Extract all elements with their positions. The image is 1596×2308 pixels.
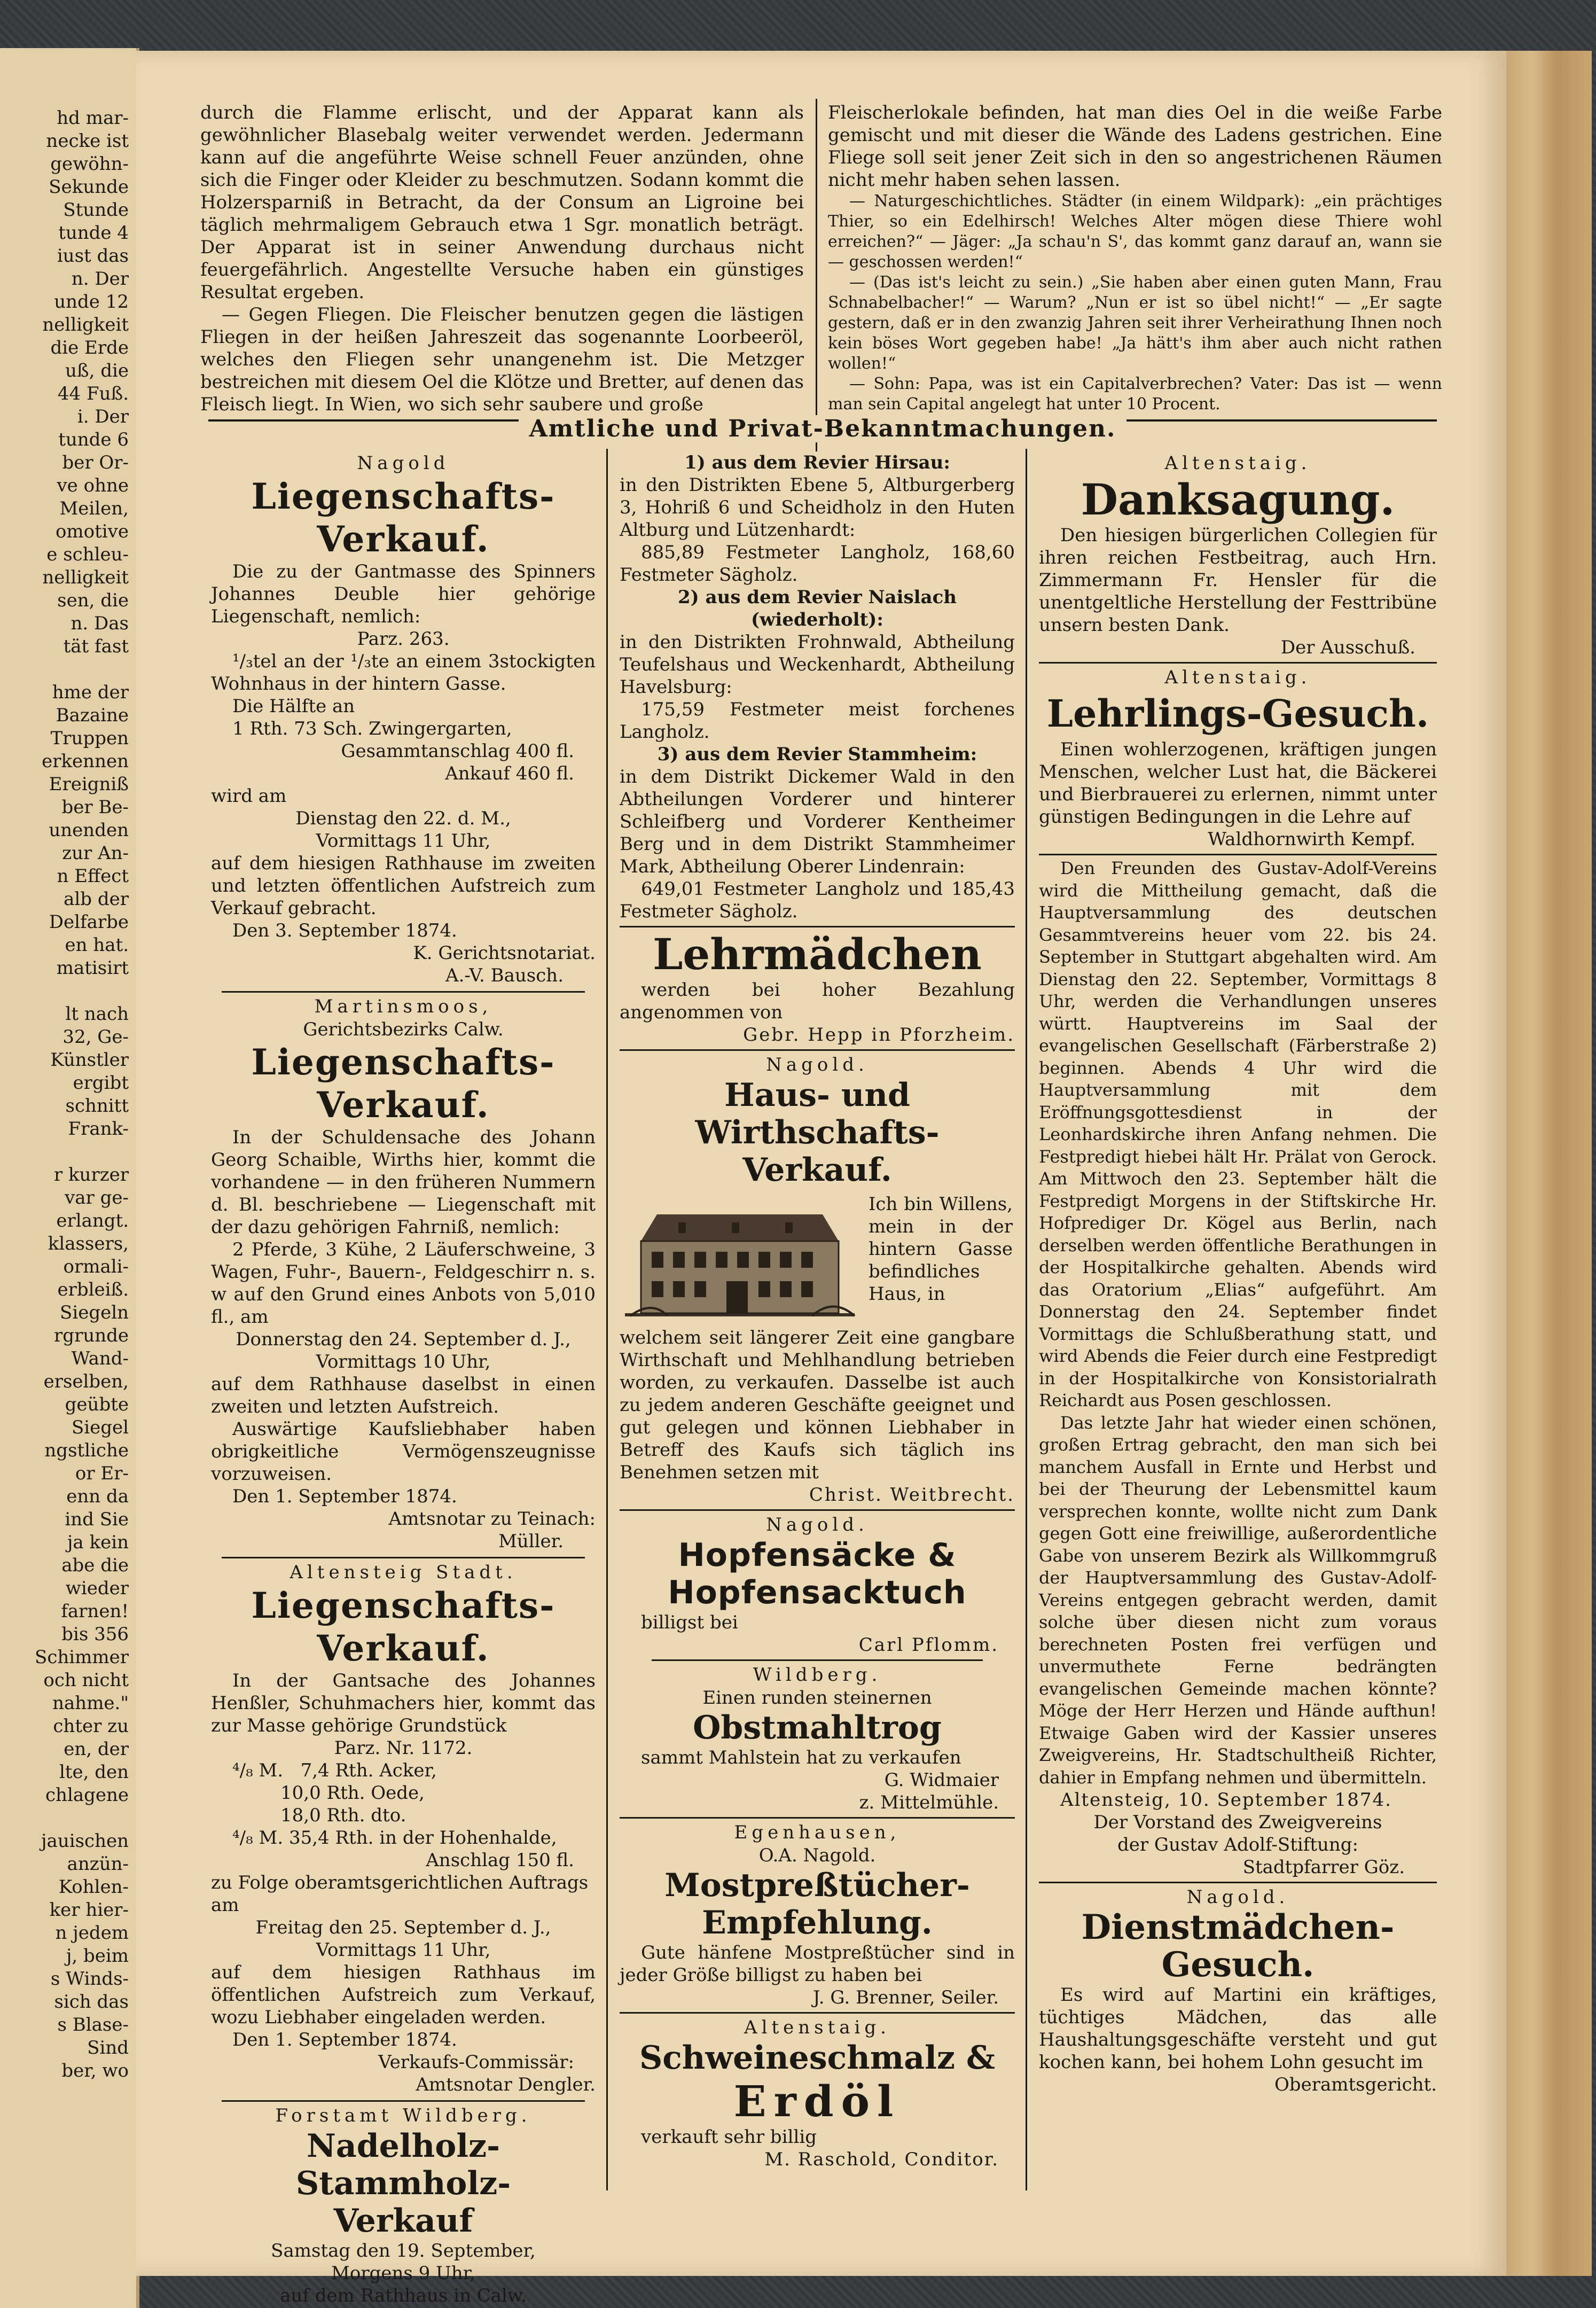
left-page-fragment: ngstliche [44,1440,129,1461]
left-page-fragment: n jedem [55,1922,129,1944]
left-page-fragment: bis 356 [61,1624,129,1645]
left-page-fragment: ber, wo [61,2060,129,2081]
left-page-fragment: wieder [65,1578,129,1599]
left-page-fragment: erlangt. [56,1210,129,1231]
left-page-fragment: ormali- [63,1256,129,1277]
left-page-fragment [35,1807,132,1830]
left-page-fragment: alb der [64,888,129,910]
notice-dated: Den 1. September 1874. [232,1486,457,1507]
left-page-fragment: tunde 6 [58,429,129,450]
left-page-fragment: och nicht [43,1670,129,1691]
left-page-fragment: ber Or- [62,452,129,473]
left-page-fragment: Frank- [68,1118,129,1140]
notice-date: Freitag den 25. September d. J., [255,1917,551,1938]
notice-body: Es wird auf Martini ein kräftiges, tüchtiges Mädchen, das alle Haushaltungsgeschäfte versteht und gut kochen kann, bei hohem Lohn gesucht im [1039,1984,1437,2073]
left-page-fragment: 32, Ge- [62,1026,129,1048]
notice-signature: Verkaufs-Commissär: [378,2052,574,2073]
left-page-fragment [35,658,132,681]
notice-time: Vormittags 11 Uhr, [316,830,491,852]
notice-place: Altensteig Stadt. [290,1562,517,1583]
left-page-fragment: tät fast [63,636,129,657]
divider [620,2009,1015,2014]
left-page-fragment: klassers, [48,1233,129,1254]
left-page-fragment: 44 Fuß. [57,383,129,404]
left-page-fragment: erbleiß. [57,1279,129,1300]
notice-signature: Gebr. Hepp in Pforzheim. [743,1024,1015,1046]
left-page-fragment: var ge- [65,1187,129,1208]
notice-body: Die zu der Gantmasse des Spinners Johannes Deuble hier gehörige Liegenschaft, nemlich: [211,561,596,627]
divider [620,923,1015,927]
notice-text: wird am [211,785,287,807]
left-page-fragment: chter zu [53,1716,129,1737]
notice-title: Haus- und Wirthschafts- [695,1077,940,1151]
notice-value: Gesammtanschlag 400 fl. [341,740,574,762]
notice-signature: Der Ausschuß. [1280,637,1415,658]
top-left-text: durch die Flamme erlischt, und der Apparat kann als gewöhnlicher Blasebalg weiter verwendet werden. Jedermann kann auf die angeführte Weise schnell Feuer anzünden, ohne sich die Finger oder Kleider zu beschmutzen. Sodann kommt die Holzersparniß in Betracht, da der Consum an Ligroine bei täglich mehrmaligem Gebrauch etwa 1 Sgr. monatlich beträgt. Der Apparat ist in seiner Anwendung durchaus nicht feuergefährlich. Angestellte Versuche haben ein günstiges Resultat ergeben. [200,102,804,303]
left-page-fragment: Künstler [50,1049,129,1071]
left-page-fragment: abe die [61,1555,129,1576]
divider [222,987,585,993]
notice-body: billigst bei [641,1612,738,1633]
column-2 [620,451,1015,2171]
left-page-fragment: Wand- [71,1348,129,1369]
left-page-fragment: sich das [54,1991,129,2013]
notice-place: Altenstaig. [744,2017,890,2038]
left-page-fragment: chlagene [45,1784,129,1806]
top-left-column [200,102,804,416]
left-page-fragment: Sind [87,2037,129,2059]
left-page-fragment: necke ist [46,130,129,152]
notice-signature: Oberamtsgericht. [1274,2074,1437,2095]
parcel-number: Parz. 263. [357,628,450,650]
notice-time: Morgens 9 Uhr, [331,2263,475,2284]
left-page-fragment: unenden [49,820,129,841]
parcel-row: ⁴/₈ M. 7,4 Rth. Acker, [232,1760,437,1781]
notice-body: auf dem hiesigen Rathhaus im öffentlichen Aufstreich zum Verkauf, wozu Liebhaber eingeladen werden. [211,1962,596,2028]
left-page-fragment: e schleu- [46,544,129,565]
left-page-fragment: i. Der [77,406,129,427]
left-page-fragment: tunde 4 [58,222,129,244]
column-divider-1 [606,449,608,2190]
house-notice-row [620,1193,1015,1327]
left-page-fragment: erselben, [43,1371,129,1392]
top-right-anecdote-2: — (Das ist's leicht zu sein.) „Sie haben aber einen guten Mann, Frau Schnabelbacher!“ — Warum? „Nun er ist so übel nicht!“ — „Er sagte gestern, daß er in den zwanzig Jahren seit ihrer Verheirathung Ihnen noch kein böses Wort gegeben habe! „Ja hätt's ihm aber auch nicht rathen wollen!“ [828,273,1442,373]
notice-place: Nagold. [766,1054,869,1075]
notice-signature: K. Gerichtsnotariat. [413,942,596,964]
column-1 [211,451,596,2307]
left-page-fragment: nelligkeit [42,567,129,588]
timber-text: in den Distrikten Ebene 5, Altburgerberg 3, Hohriß 6 und Scheidholz in den Huten Altburg und Lützenhardt: [620,474,1015,541]
left-page-fragment: ker hier- [49,1899,129,1921]
top-right-column [828,102,1442,415]
notice-title: Lehrlings-Gesuch. [1046,691,1429,736]
notice-signature: M. Raschold, Conditor. [764,2149,999,2170]
notice-body: In der Gantsache des Johannes Henßler, Schuhmachers hier, kommt das zur Masse gehörige Grundstück [211,1670,596,1736]
left-page-fragment: geübte [65,1394,129,1415]
notice-body: Den hiesigen bürgerlichen Collegien für ihren reichen Festbeitrag, auch Hrn. Zimmermann Fr. Hensler für die unentgeltliche Herstellung der Festtribüne unsern besten Dank. [1039,525,1437,636]
notice-body: Das letzte Jahr hat wieder einen schönen, großen Ertrag gebracht, den man sich bei manchem Ausfall in Ernte und Herbst und bei der Theurung der Lebensmittel kaum versprechen konnte, wollte nicht zum Dank gegen Gott eine freiwillige, außerordentliche Gabe von unserem Bezirk als Willkommgruß der Hauptversammlung des Gustav-Adolf-Vereins entgegen gebracht werden, damit solche über diesen nicht zum voraus berechneten Posten frei verfügen und unvermuthete Ferne bedrängten evangelischen Gemeinde machen könnte? Möge der Herr Herzen und Hände aufthun! Etwaige Gaben wird der Kassier unseres Zweigvereins, Hr. Stadtschultheiß Richter, dahier in Empfang nehmen und übermitteln. [1039,1412,1437,1788]
notice-date: Donnerstag den 24. September d. J., [236,1329,571,1350]
left-page-fragment: gewöhn- [50,153,129,175]
left-page-fragment: ja kein [67,1532,129,1553]
timber-heading: 2) aus dem Revier Naislach (wiederholt): [677,587,957,630]
notice-title: Liegenschafts-Verkauf. [251,475,556,560]
left-page-fragment: or Er- [75,1463,129,1484]
divider [1039,1878,1437,1883]
timber-heading: 3) aus dem Revier Stammheim: [657,744,977,765]
left-page-fragment: enn da [66,1486,129,1507]
parcel-row: 10,0 Rth. Oede, [280,1782,425,1804]
left-page-fragment: unde 12 [54,291,129,313]
notice-title: Lehrmädchen [653,929,982,979]
notice-dated: Den 1. September 1874. [232,2029,457,2050]
notice-title: Mostpreßtücher- [664,1867,970,1904]
notice-place: Wildberg. [753,1664,882,1686]
notice-subplace: O.A. Nagold. [758,1845,876,1866]
left-page-fragment: hd mar- [57,107,129,129]
left-page-fragment: ergibt [73,1072,129,1094]
top-right-anecdote-1: — Naturgeschichtliches. Städter (in einem Wildpark): „ein prächtiges Thier, so ein Edelhirsch! Welches Alter mögen diese Thiere wohl erreichen?“ — Jäger: „Ja schau'n S', das kommt ganz darauf an, wann sie — geschossen werden!“ [828,192,1442,271]
left-page-fragment: erkennen [42,751,129,772]
notice-time: Vormittags 10 Uhr, [316,1351,491,1373]
column-divider-2 [1026,449,1027,2190]
notice-item: Die Hälfte an [232,696,355,717]
notice-place: Altenstaig. [1164,453,1311,474]
left-page-fragment: anzün- [67,1853,129,1875]
left-page-fragment [35,1141,132,1164]
left-page-fragment: omotive [55,521,129,542]
left-page-fragment: Delfarbe [49,911,129,933]
notice-signature: Stadtpfarrer Göz. [1242,1857,1405,1878]
left-page-fragment: Sekunde [49,176,129,198]
notice-dated: Den 3. September 1874. [232,920,457,941]
notice-title: Verkauf [333,2202,473,2240]
left-page-fragment: j, beim [66,1945,129,1967]
notice-place: Nagold [357,453,450,474]
notice-place: Egenhausen, [734,1822,901,1843]
notice-signature: Waldhornwirth Kempf. [1208,829,1415,850]
notice-signature: z. Mittelmühle. [859,1792,999,1813]
left-page-fragment: en hat. [65,934,129,956]
left-page-fragment: Truppen [50,728,129,749]
notice-body: auf dem Rathhaus in Calw. [280,2285,527,2306]
notice-body: auf dem Rathhause daselbst in einen zweiten und letzten Aufstreich. [211,1374,596,1417]
notice-title: Liegenschafts-Verkauf. [251,1041,556,1126]
notice-place: Martinsmoos, [314,996,492,1017]
notice-item: ¹/₃tel an der ¹/₃te an einem 3stockigten Wohnhaus in der hintern Gasse. [211,651,596,695]
left-page-fragment: uß, die [65,360,129,381]
left-page-fragment: s Blase- [57,2014,129,2036]
left-page-fragment: ber Be- [61,797,129,818]
notice-title: Liegenschafts-Verkauf. [251,1585,556,1669]
notice-place: Altenstaig. [1164,667,1311,688]
divider [620,1506,1015,1511]
divider [1039,659,1437,664]
left-page-fragment: hme der [52,682,129,703]
notice-place: Forstamt Wildberg. [275,2105,531,2126]
parcel-row: ⁴/₈ M. 35,4 Rth. in der Hohenhalde, [232,1827,557,1849]
left-page-fragment: schnitt [65,1095,129,1117]
notice-title: Erdöl [733,2076,901,2126]
left-facing-page [0,48,139,2308]
notice-body: Ich bin Willens, mein in der hintern Gasse befindliches Haus, in [869,1194,1013,1305]
left-page-fragment: die Erde [50,337,129,358]
section-title [208,414,1437,444]
left-page-fragment: rgrunde [54,1325,129,1346]
notice-place: Nagold. [766,1514,869,1535]
left-page-fragment: sen, die [57,590,129,611]
notice-signature: G. Widmaier [884,1769,999,1791]
notice-body: Gute hänfene Mostpreßtücher sind in jeder Größe billigst zu haben bei [620,1942,1015,1986]
column-3 [1039,451,1437,2096]
timber-heading: 1) aus dem Revier Hirsau: [684,452,950,473]
left-page-fragment: lt nach [65,1003,129,1025]
notice-signature: der Gustav Adolf-Stiftung: [1117,1834,1358,1855]
left-page-fragment: iust das [57,245,129,267]
divider [620,1814,1015,1819]
notice-body: zu Folge oberamtsgerichtlichen Auftrags am [211,1872,589,1916]
notice-body: auf dem hiesigen Rathhause im zweiten und letzten öffentlichen Aufstreich zum Verkauf gebracht. [211,853,596,919]
notice-title: Verkauf. [742,1151,892,1189]
newspaper-page [136,51,1506,2306]
left-page-fragment: r kurzer [53,1164,129,1186]
left-page-fragment: en, der [64,1738,129,1760]
notice-signature: J. G. Brenner, Seiler. [812,1987,999,2008]
notice-body: werden bei hoher Bezahlung angenommen von [620,979,1015,1023]
divider [222,2096,585,2102]
notice-signature: A.-V. Bausch. [445,965,564,986]
left-page-fragment: farnen! [61,1601,129,1622]
timber-volume: 649,01 Festmeter Langholz und 185,43 Festmeter Sägholz. [620,878,1015,922]
notice-signature: Christ. Weitbrecht. [809,1484,1015,1506]
notice-title: Hopfensäcke & [678,1537,957,1574]
left-page-fragment: Kohlen- [58,1876,129,1898]
notice-signature: Carl Pflomm. [858,1634,999,1656]
notice-date: Samstag den 19. September, [271,2240,536,2262]
notice-body: In der Schuldensache des Johann Georg Schaible, Wirths hier, kommt die vorhandene — in den früheren Nummern d. Bl. beschriebene — Liegenschaft mit der dazu gehörigen Fahrniß, nemlich: [211,1127,596,1238]
notice-body: sammt Mahlstein hat zu verkaufen [641,1747,961,1768]
divider [620,1046,1015,1051]
left-page-fragment: ind Sie [65,1509,129,1530]
house-illustration-icon [620,1193,860,1327]
left-page-fragment: matisirt [56,957,129,979]
timber-text: in den Distrikten Frohnwald, Abtheilung Teufelshaus und Weckenhardt, Abtheilung Havelsburg: [620,631,1015,698]
notice-signature: Amtsnotar Dengler. [416,2074,596,2095]
notice-date: Dienstag den 22. d. M., [295,808,511,829]
divider [222,1553,585,1558]
notice-title: Empfehlung. [702,1904,933,1941]
notice-item: 1 Rth. 73 Sch. Zwingergarten, [232,718,512,739]
notice-title: Danksagung. [1081,474,1395,525]
top-left-text-flies: — Gegen Fliegen. Die Fleischer benutzen gegen die lästigen Fliegen in der heißen Jahreszeit das sogenannte Loorbeeröl, welches den Fliegen sehr unangenehm ist. Die Metzger bestreichen mit diesem Oel die Klötze und Bretter, auf denen das Fleisch liegt. In Wien, wo sich sehr saubere und große [200,304,804,415]
parcel-number: Parz. Nr. 1172. [334,1737,473,1759]
left-page-fragment: Siegel [71,1417,129,1438]
left-page-fragment: Ereigniß [49,774,129,795]
notice-title: Nadelholz-Stammholz- [295,2127,511,2202]
left-page-fragment [35,980,132,1003]
notice-body: Den Freunden des Gustav-Adolf-Vereins wird die Mittheilung gemacht, daß die Hauptversammlung des deutschen Gesammtvereins heuer vom 22. bis 24. September in Stuttgart abgehalten wird. Am Dienstag den 22. September, Vormittags 8 Uhr, werden die Verhandlungen unseres württ. Hauptvereins im Saal der evangelischen Gesellschaft (Färberstraße 2) beginnen. Abends 4 Uhr wird die Hauptversammlung mit dem Eröffnungsgottesdienst in der Leonhardskirche ihren Anfang nehmen. Die Festpredigt hiebei hält Hr. Prälat von Gerock. Am Mittwoch den 23. September hält die Festpredigt Morgens in der Stiftskirche Hr. Hofprediger Dr. Kögel aus Berlin, nach derselben werden öffentliche Berathungen in der Hospitalkirche gehalten. Abends wird das Oratorium „Elias“ aufgeführt. Am Donnerstag den 24. September findet Vormittags die Schlußberathung statt, und wird Abends die Feier durch eine Festpredigt in der Hospitalkirche von Konsistorialrath Reichardt aus Posen geschlossen. [1039,858,1437,1410]
notice-signature: Amtsnotar zu Teinach: [388,1508,596,1530]
notice-signature: Der Vorstand des Zweigvereins [1093,1812,1382,1833]
left-page-fragment: Schimmer [35,1647,129,1668]
left-page-fragment: nelligkeit [42,314,129,336]
notice-title: Obstmahltrog [693,1709,942,1746]
left-page-fragment: nahme." [52,1693,129,1714]
left-page-fragment: zur An- [62,843,129,864]
book-edge [1506,51,1592,2276]
left-page-fragments [35,107,132,2083]
left-page-fragment: lte, den [59,1761,129,1783]
notice-body: Einen runden steinernen [702,1687,932,1709]
top-right-text: Fleischerlokale befinden, hat man dies Oel in die weiße Farbe gemischt und mit dieser die Wände des Ladens gestrichen. Eine Fliege soll seit jener Zeit sich in den so angestrichenen Räumen nicht mehr haben sehen lassen. [828,102,1442,191]
left-page-fragment: s Winds- [50,1968,129,1990]
notice-subplace: Gerichtsbezirks Calw. [303,1019,504,1040]
column-divider [816,99,817,451]
left-page-fragment: n Effect [57,865,129,887]
top-right-anecdote-3: — Sohn: Papa, was ist ein Capitalverbrechen? Vater: Das ist — wenn man sein Capital angelegt hat unter 10 Procent. [828,375,1442,414]
left-page-fragment: Meilen, [59,498,129,519]
notice-body: 2 Pferde, 3 Kühe, 2 Läuferschweine, 3 Wagen, Fuhr-, Bauern-, Feldgeschirr n. s. w auf den Grund eines Anbots von 5,010 fl., am [211,1239,596,1328]
left-page-fragment: Siegeln [60,1302,129,1323]
notice-value: Ankauf 460 fl. [445,763,574,784]
notice-title: Dienstmädchen-Gesuch. [1081,1907,1395,1985]
parcel-row: Anschlag 150 fl. [426,1850,574,1871]
left-page-fragment: Bazaine [56,705,129,726]
timber-text: in dem Distrikt Dickemer Wald in den Abtheilungen Vorderer und hinterer Schleifberg und Vorderer Kentheimer Berg und in dem Distrikt Stammheimer Mark, Abtheilung Oberer Lindenrain: [620,766,1015,877]
left-page-fragment: n. Das [71,613,129,634]
divider [1039,851,1437,855]
parcel-row: 18,0 Rth. dto. [280,1805,406,1826]
notice-title: Schweineschmalz & [639,2039,996,2077]
notice-body: verkauft sehr billig [641,2126,817,2148]
left-page-fragment: n. Der [71,268,129,290]
notice-dated: Altensteig, 10. September 1874. [1060,1789,1392,1811]
left-page-fragment: jauischen [41,1830,129,1852]
timber-volume: 175,59 Festmeter meist forchenes Langholz. [620,699,1015,743]
notice-time: Vormittags 11 Uhr, [316,1939,491,1961]
section-title-text: Amtliche und Privat-Bekanntmachungen. [519,415,1127,442]
notice-signature: Müller. [498,1531,564,1552]
left-page-fragment: Stunde [63,199,129,221]
notice-body: Einen wohlerzogenen, kräftigen jungen Menschen, welcher Lust hat, die Bäckerei und Bierbrauerei zu erlernen, nimmt unter günstigen Bedingungen in die Lehre auf [1039,739,1437,828]
timber-volume: 885,89 Festmeter Langholz, 168,60 Festmeter Sägholz. [620,542,1015,586]
notice-body: welchem seit längerer Zeit eine gangbare Wirthschaft und Mehlhandlung betrieben worden, zu verkaufen. Dasselbe ist auch zu jedem anderen Geschäfte geeignet und gut gelegen und können Liebhaber in Betreff des Kaufs sich täglich ins Benehmen setzen mit [620,1327,1015,1483]
notice-place: Nagold. [1186,1886,1289,1908]
notice-title: Hopfensacktuch [668,1574,967,1611]
divider [652,1656,983,1661]
left-page-fragment: ve ohne [57,475,129,496]
notice-body: Auswärtige Kaufsliebhaber haben obrigkeitliche Vermögenszeugnisse vorzuweisen. [211,1418,596,1485]
